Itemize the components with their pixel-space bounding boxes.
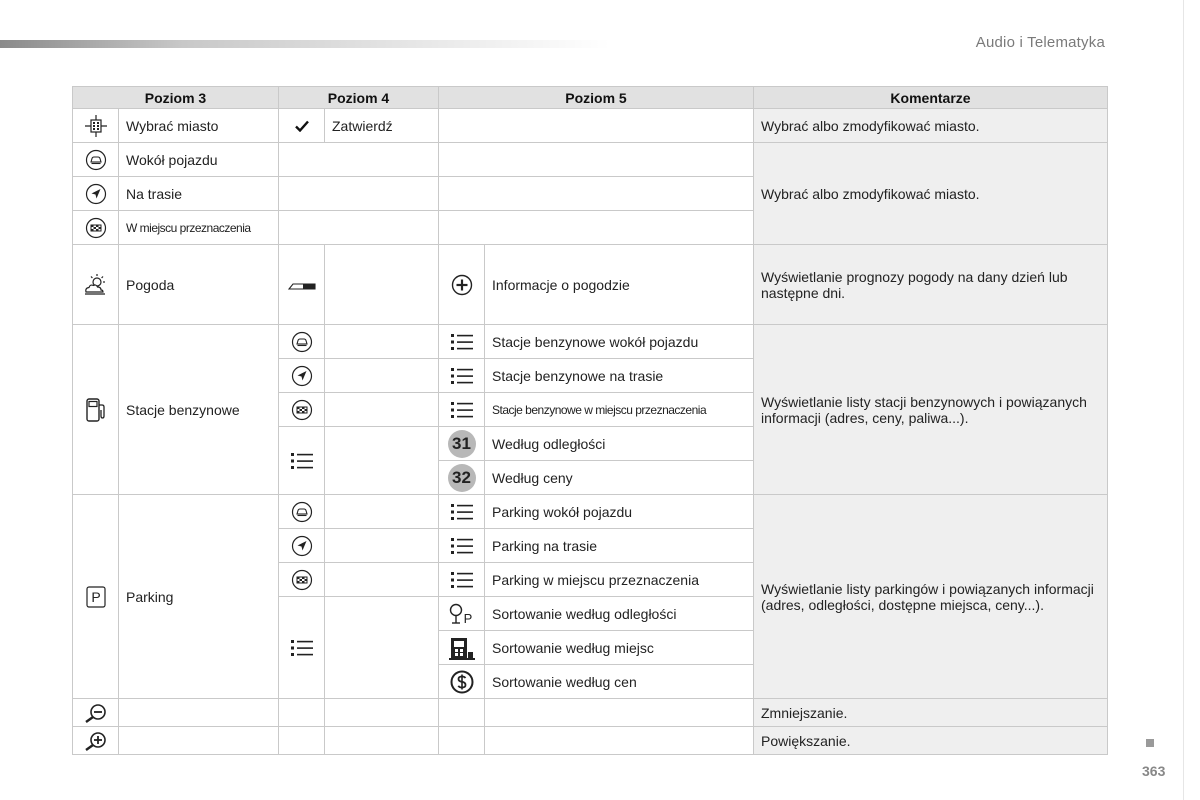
- empty-cell: [439, 109, 754, 143]
- empty-cell: [325, 393, 439, 427]
- empty-cell: [325, 359, 439, 393]
- header-level-4: Poziom 4: [279, 87, 439, 109]
- fuel-pump-icon: [85, 400, 107, 416]
- table-row: [73, 495, 1108, 529]
- sort-price-label: Sortowanie według cen: [485, 665, 754, 699]
- empty-cell: [485, 699, 754, 727]
- destination-flag-circle-icon: [85, 218, 107, 234]
- city-icon-cell: [73, 109, 119, 143]
- table-row: [73, 143, 1108, 177]
- zoom-in-icon: [84, 731, 108, 747]
- empty-cell: [325, 597, 439, 699]
- header-comments: Komentarze: [754, 87, 1108, 109]
- car-circle-icon: [85, 150, 107, 166]
- weather-info-label: Informacje o pogodzie: [485, 245, 754, 325]
- fuel-dest-label: Stacje benzynowe w miejscu przeznaczenia: [485, 393, 754, 427]
- fuel-by-distance-label: Według odległości: [485, 427, 754, 461]
- list-icon: [450, 366, 474, 382]
- page-edge-rule: [1183, 0, 1184, 800]
- empty-cell: [325, 427, 439, 495]
- badge-31-icon: 31: [448, 430, 476, 458]
- empty-cell: [279, 211, 439, 245]
- zoom-out-comment: Zmniejszanie.: [754, 699, 1108, 727]
- header-gradient-bar: [0, 40, 610, 48]
- route-arrow-circle-icon: [85, 184, 107, 200]
- list-icon: [450, 502, 474, 518]
- list-icon: [450, 332, 474, 348]
- fuel-around-label: Stacje benzynowe wokół pojazdu: [485, 325, 754, 359]
- fuel-route-label: Stacje benzynowe na trasie: [485, 359, 754, 393]
- empty-cell: [325, 495, 439, 529]
- around-vehicle-label: Wokół pojazdu: [119, 143, 279, 177]
- location-pin-p-icon: [448, 604, 476, 625]
- slider-icon: [288, 277, 316, 293]
- city-crosshair-icon: [84, 116, 108, 132]
- weather-comment: Wyświetlanie prognozy pogody na dany dzień lub następne dni.: [754, 245, 1108, 325]
- city-label: Wybrać miasto: [119, 109, 279, 143]
- navigation-menu-table: [72, 86, 1108, 755]
- parking-around-label: Parking wokół pojazdu: [485, 495, 754, 529]
- table-row: [73, 727, 1108, 755]
- list-icon: [290, 451, 314, 467]
- table-row: [73, 325, 1108, 359]
- empty-cell: [439, 177, 754, 211]
- on-route-label: Na trasie: [119, 177, 279, 211]
- at-destination-label: W miejscu przeznaczenia: [119, 211, 279, 245]
- parking-label: Parking: [119, 495, 279, 699]
- list-icon: [450, 400, 474, 416]
- car-circle-icon: [291, 502, 313, 518]
- table-row: [73, 699, 1108, 727]
- empty-cell: [279, 177, 439, 211]
- empty-cell: [325, 699, 439, 727]
- empty-cell: [279, 699, 325, 727]
- empty-cell: [325, 325, 439, 359]
- parking-route-label: Parking na trasie: [485, 529, 754, 563]
- empty-cell: [119, 727, 279, 755]
- dollar-circle-icon: [450, 672, 474, 688]
- parking-dest-label: Parking w miejscu przeznaczenia: [485, 563, 754, 597]
- page-number: 363: [1142, 763, 1166, 779]
- empty-cell: [485, 727, 754, 755]
- plus-circle-icon: [451, 275, 473, 291]
- city-comment: Wybrać albo zmodyfikować miasto.: [754, 109, 1108, 143]
- area-comment: Wybrać albo zmodyfikować miasto.: [754, 143, 1108, 245]
- list-icon: [450, 536, 474, 552]
- car-circle-icon: [291, 332, 313, 348]
- sort-places-label: Sortowanie według miejsc: [485, 631, 754, 665]
- check-icon: [295, 117, 309, 134]
- list-icon: [290, 638, 314, 654]
- fuel-by-price-label: Według ceny: [485, 461, 754, 495]
- empty-cell: [325, 727, 439, 755]
- page-marker: [1146, 739, 1154, 747]
- empty-cell: [279, 727, 325, 755]
- empty-cell: [325, 529, 439, 563]
- empty-cell: [439, 699, 485, 727]
- sun-cloud-icon: [83, 275, 109, 291]
- table-row: [73, 109, 1108, 143]
- parking-icon: [86, 587, 106, 603]
- parking-meter-icon: [449, 638, 475, 654]
- list-icon: [450, 570, 474, 586]
- header-level-3: Poziom 3: [73, 87, 279, 109]
- destination-flag-circle-icon: [291, 570, 313, 586]
- route-arrow-circle-icon: [291, 536, 313, 552]
- zoom-in-comment: Powiększanie.: [754, 727, 1108, 755]
- check-icon-cell: [279, 109, 325, 143]
- fuel-label: Stacje benzynowe: [119, 325, 279, 495]
- route-arrow-circle-icon: [291, 366, 313, 382]
- header-level-5: Poziom 5: [439, 87, 754, 109]
- empty-cell: [439, 211, 754, 245]
- empty-cell: [119, 699, 279, 727]
- sort-distance-label: Sortowanie według odległości: [485, 597, 754, 631]
- parking-icon-letter: P: [90, 588, 101, 605]
- section-title: Audio i Telematyka: [975, 34, 1105, 51]
- parking-comment: Wyświetlanie listy parkingów i powiązanych informacji (adres, odległości, dostępne miejsca, ceny...).: [754, 495, 1108, 699]
- empty-cell: [325, 245, 439, 325]
- fuel-comment: Wyświetlanie listy stacji benzynowych i powiązanych informacji (adres, ceny, paliwa...).: [754, 325, 1108, 495]
- empty-cell: [279, 143, 439, 177]
- zoom-out-icon: [84, 703, 108, 719]
- empty-cell: [325, 563, 439, 597]
- table-row: [73, 245, 1108, 325]
- destination-flag-circle-icon: [291, 400, 313, 416]
- weather-label: Pogoda: [119, 245, 279, 325]
- empty-cell: [439, 143, 754, 177]
- sort-distance-icon-letter: P: [463, 610, 472, 625]
- confirm-label: Zatwierdź: [325, 109, 439, 143]
- empty-cell: [439, 727, 485, 755]
- badge-32-icon: 32: [448, 464, 476, 492]
